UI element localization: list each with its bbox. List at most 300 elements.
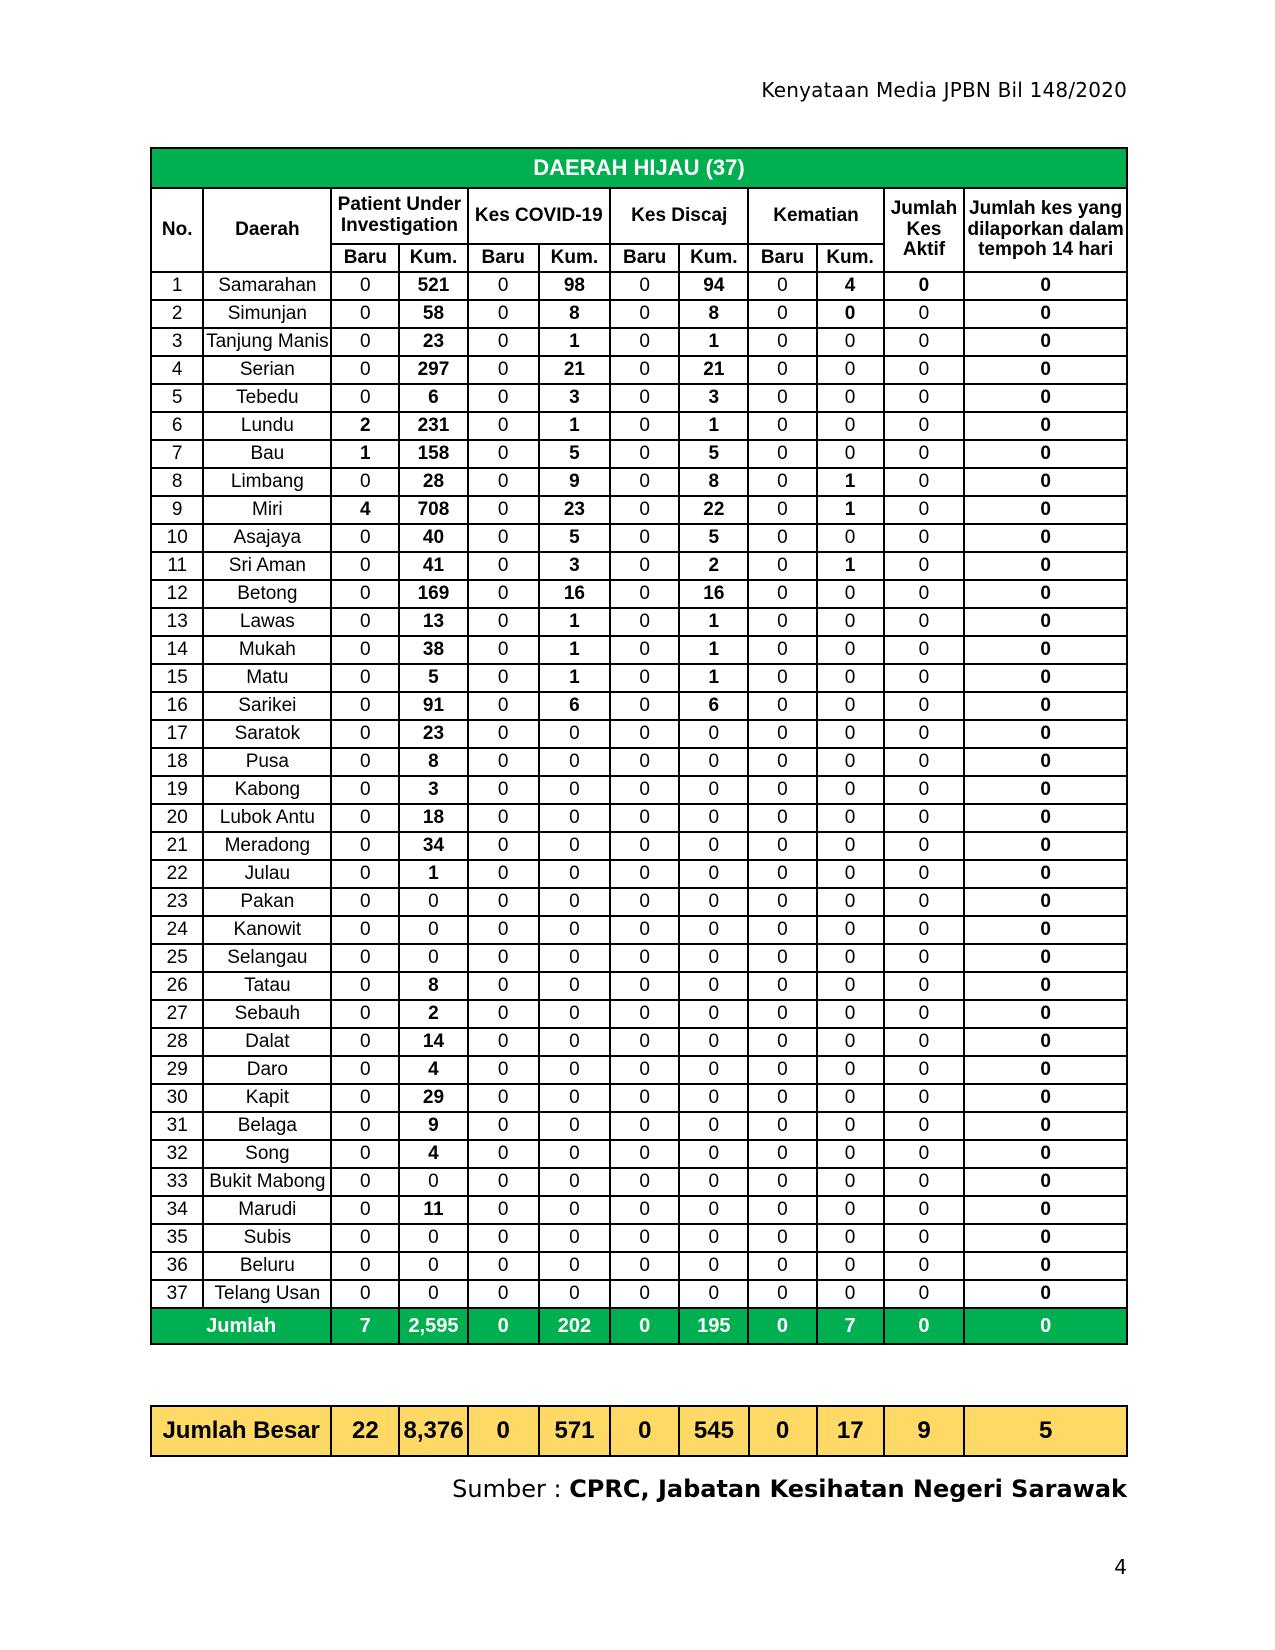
table-cell: 0 — [748, 776, 816, 804]
table-cell: 0 — [964, 272, 1127, 300]
table-cell: 708 — [399, 496, 467, 524]
table-cell: 0 — [610, 1224, 679, 1252]
table-cell: 40 — [399, 524, 467, 552]
table-cell: 0 — [817, 1084, 884, 1112]
table-cell: 0 — [679, 972, 748, 1000]
table-cell: 23 — [399, 720, 467, 748]
table-cell: 0 — [331, 1140, 399, 1168]
table-cell: 0 — [468, 1140, 539, 1168]
table-cell: 6 — [539, 692, 610, 720]
table-cell: 0 — [817, 1056, 884, 1084]
table-cell: 0 — [884, 552, 965, 580]
table-cell: 8 — [679, 468, 748, 496]
table-row — [151, 1028, 1127, 1056]
grand-total-cell: 22 — [331, 1406, 399, 1456]
table-cell: 0 — [610, 440, 679, 468]
table-cell: 1 — [679, 608, 748, 636]
table-cell: 3 — [679, 384, 748, 412]
table-cell: 0 — [331, 636, 399, 664]
table-cell: 0 — [748, 412, 816, 440]
table-cell: 0 — [468, 272, 539, 300]
table-row — [151, 1224, 1127, 1252]
table-cell: 0 — [468, 1112, 539, 1140]
row-number: 32 — [151, 1140, 203, 1168]
table-cell: 8 — [399, 972, 467, 1000]
table-row — [151, 916, 1127, 944]
table-cell: 0 — [964, 580, 1127, 608]
table-cell: 0 — [468, 1252, 539, 1280]
table-cell: 0 — [610, 664, 679, 692]
table-cell: 0 — [679, 1112, 748, 1140]
table-row — [151, 356, 1127, 384]
table-row — [151, 608, 1127, 636]
table-cell: 169 — [399, 580, 467, 608]
table-cell: 0 — [884, 1196, 965, 1224]
table-cell: 0 — [964, 1028, 1127, 1056]
grand-total-cell: 8,376 — [399, 1406, 467, 1456]
table-cell: 0 — [964, 552, 1127, 580]
table-row — [151, 888, 1127, 916]
table-cell: 0 — [748, 1224, 816, 1252]
table-cell: 1 — [399, 860, 467, 888]
row-number: 11 — [151, 552, 203, 580]
total-cell: 195 — [679, 1308, 748, 1344]
table-row — [151, 944, 1127, 972]
table-cell: 34 — [399, 832, 467, 860]
table-cell: 0 — [817, 1280, 884, 1308]
table-cell: 0 — [748, 636, 816, 664]
header-kum: Kum. — [817, 244, 884, 272]
table-cell: 1 — [539, 608, 610, 636]
district-name: Bukit Mabong — [203, 1168, 331, 1196]
table-row — [151, 1056, 1127, 1084]
district-name: Betong — [203, 580, 331, 608]
district-name: Tebedu — [203, 384, 331, 412]
table-row — [151, 1280, 1127, 1308]
table-row — [151, 636, 1127, 664]
table-cell: 0 — [610, 832, 679, 860]
table-cell: 0 — [964, 972, 1127, 1000]
table-cell: 0 — [964, 748, 1127, 776]
table-row — [151, 580, 1127, 608]
row-number: 33 — [151, 1168, 203, 1196]
table-cell: 0 — [331, 272, 399, 300]
table-cell: 0 — [679, 1224, 748, 1252]
table-row — [151, 524, 1127, 552]
table-cell: 0 — [817, 720, 884, 748]
table-cell: 8 — [399, 748, 467, 776]
table-cell: 0 — [748, 972, 816, 1000]
row-number: 26 — [151, 972, 203, 1000]
table-title: DAERAH HIJAU (37) — [151, 148, 1127, 188]
table-cell: 21 — [539, 356, 610, 384]
total-cell: 0 — [748, 1308, 816, 1344]
table-cell: 0 — [748, 272, 816, 300]
table-cell: 0 — [964, 1056, 1127, 1084]
table-cell: 91 — [399, 692, 467, 720]
table-cell: 0 — [331, 1112, 399, 1140]
district-name: Dalat — [203, 1028, 331, 1056]
grand-total-cell: 0 — [468, 1406, 539, 1456]
table-cell: 0 — [610, 860, 679, 888]
table-cell: 0 — [748, 1028, 816, 1056]
table-cell: 0 — [748, 720, 816, 748]
table-cell: 0 — [964, 664, 1127, 692]
grand-total-table — [150, 1405, 1128, 1457]
table-cell: 2 — [331, 412, 399, 440]
table-cell: 0 — [539, 1196, 610, 1224]
table-row — [151, 300, 1127, 328]
table-cell: 0 — [817, 356, 884, 384]
table-cell: 0 — [748, 1280, 816, 1308]
table-cell: 0 — [748, 1112, 816, 1140]
table-cell: 0 — [817, 412, 884, 440]
header-kematian: Kematian — [748, 188, 883, 244]
district-name: Limbang — [203, 468, 331, 496]
district-name: Bau — [203, 440, 331, 468]
row-number: 28 — [151, 1028, 203, 1056]
row-number: 9 — [151, 496, 203, 524]
table-cell: 0 — [817, 804, 884, 832]
table-cell: 0 — [679, 832, 748, 860]
row-number: 17 — [151, 720, 203, 748]
table-cell: 0 — [539, 1224, 610, 1252]
table-cell: 0 — [817, 664, 884, 692]
table-cell: 0 — [748, 1140, 816, 1168]
table-cell: 0 — [884, 328, 965, 356]
table-cell: 0 — [748, 1084, 816, 1112]
district-name: Selangau — [203, 944, 331, 972]
table-cell: 0 — [964, 300, 1127, 328]
table-cell: 14 — [399, 1028, 467, 1056]
table-cell: 0 — [331, 356, 399, 384]
table-cell: 1 — [817, 468, 884, 496]
table-cell: 0 — [748, 1056, 816, 1084]
table-cell: 0 — [331, 972, 399, 1000]
table-cell: 0 — [468, 832, 539, 860]
table-cell: 0 — [610, 720, 679, 748]
table-cell: 0 — [884, 440, 965, 468]
row-number: 3 — [151, 328, 203, 356]
table-cell: 0 — [468, 664, 539, 692]
grand-total-cell: 9 — [884, 1406, 965, 1456]
table-cell: 9 — [399, 1112, 467, 1140]
table-row — [151, 272, 1127, 300]
table-cell: 0 — [964, 496, 1127, 524]
table-cell: 13 — [399, 608, 467, 636]
district-name: Song — [203, 1140, 331, 1168]
table-cell: 0 — [748, 552, 816, 580]
district-name: Kanowit — [203, 916, 331, 944]
table-cell: 0 — [884, 888, 965, 916]
table-cell: 0 — [884, 412, 965, 440]
table-row — [151, 1112, 1127, 1140]
table-cell: 1 — [539, 664, 610, 692]
district-name: Julau — [203, 860, 331, 888]
district-name: Matu — [203, 664, 331, 692]
table-cell: 0 — [610, 524, 679, 552]
table-cell: 0 — [748, 468, 816, 496]
row-number: 23 — [151, 888, 203, 916]
table-cell: 0 — [679, 888, 748, 916]
row-number: 4 — [151, 356, 203, 384]
row-number: 7 — [151, 440, 203, 468]
table-cell: 0 — [884, 1000, 965, 1028]
table-cell: 4 — [399, 1056, 467, 1084]
table-cell: 0 — [884, 272, 965, 300]
table-cell: 1 — [679, 328, 748, 356]
row-number: 29 — [151, 1056, 203, 1084]
table-cell: 2 — [679, 552, 748, 580]
table-cell: 0 — [679, 860, 748, 888]
table-cell: 0 — [884, 860, 965, 888]
district-name: Subis — [203, 1224, 331, 1252]
table-cell: 0 — [817, 860, 884, 888]
table-row — [151, 972, 1127, 1000]
table-cell: 0 — [679, 804, 748, 832]
table-cell: 1 — [817, 496, 884, 524]
table-cell: 0 — [468, 552, 539, 580]
table-cell: 0 — [468, 1084, 539, 1112]
table-cell: 0 — [468, 608, 539, 636]
table-cell: 0 — [964, 1112, 1127, 1140]
table-cell: 0 — [610, 552, 679, 580]
table-cell: 6 — [679, 692, 748, 720]
table-cell: 0 — [331, 608, 399, 636]
row-number: 30 — [151, 1084, 203, 1112]
table-cell: 0 — [964, 356, 1127, 384]
table-cell: 0 — [748, 860, 816, 888]
table-row — [151, 776, 1127, 804]
table-cell: 0 — [964, 1196, 1127, 1224]
table-cell: 0 — [331, 384, 399, 412]
row-number: 22 — [151, 860, 203, 888]
table-cell: 0 — [748, 664, 816, 692]
total-cell: 7 — [331, 1308, 399, 1344]
row-number: 21 — [151, 832, 203, 860]
table-cell: 0 — [468, 1168, 539, 1196]
table-cell: 0 — [468, 356, 539, 384]
table-cell: 0 — [468, 1196, 539, 1224]
table-cell: 0 — [331, 1280, 399, 1308]
table-cell: 0 — [964, 832, 1127, 860]
table-cell: 0 — [964, 468, 1127, 496]
table-cell: 0 — [399, 916, 467, 944]
table-cell: 0 — [468, 1056, 539, 1084]
table-cell: 0 — [748, 440, 816, 468]
district-name: Tanjung Manis — [203, 328, 331, 356]
table-cell: 0 — [748, 328, 816, 356]
table-cell: 0 — [610, 1252, 679, 1280]
header-baru: Baru — [331, 244, 399, 272]
table-cell: 0 — [817, 1112, 884, 1140]
table-cell: 0 — [748, 692, 816, 720]
table-cell: 38 — [399, 636, 467, 664]
table-cell: 0 — [399, 1224, 467, 1252]
table-cell: 0 — [964, 720, 1127, 748]
table-cell: 0 — [331, 692, 399, 720]
source-text: CPRC, Jabatan Kesihatan Negeri Sarawak — [569, 1475, 1127, 1503]
table-cell: 0 — [817, 1168, 884, 1196]
table-cell: 0 — [884, 664, 965, 692]
grand-total-label: Jumlah Besar — [151, 1406, 331, 1456]
table-cell: 0 — [539, 748, 610, 776]
table-cell: 0 — [468, 888, 539, 916]
table-cell: 21 — [679, 356, 748, 384]
table-cell: 1 — [679, 636, 748, 664]
table-cell: 4 — [399, 1140, 467, 1168]
table-row — [151, 748, 1127, 776]
row-number: 5 — [151, 384, 203, 412]
table-cell: 0 — [964, 860, 1127, 888]
table-row — [151, 1252, 1127, 1280]
table-cell: 0 — [331, 300, 399, 328]
table-cell: 0 — [331, 888, 399, 916]
table-cell: 0 — [748, 580, 816, 608]
district-name: Meradong — [203, 832, 331, 860]
table-cell: 0 — [964, 1224, 1127, 1252]
table-cell: 0 — [884, 608, 965, 636]
table-cell: 0 — [817, 1140, 884, 1168]
table-cell: 1 — [817, 552, 884, 580]
table-cell: 0 — [679, 1084, 748, 1112]
table-row — [151, 692, 1127, 720]
total-cell: 7 — [817, 1308, 884, 1344]
table-cell: 0 — [679, 1056, 748, 1084]
table-cell: 0 — [610, 356, 679, 384]
row-number: 35 — [151, 1224, 203, 1252]
table-cell: 11 — [399, 1196, 467, 1224]
table-cell: 0 — [539, 804, 610, 832]
table-cell: 0 — [331, 860, 399, 888]
table-cell: 0 — [468, 1000, 539, 1028]
table-cell: 0 — [539, 888, 610, 916]
table-cell: 1 — [539, 412, 610, 440]
table-cell: 0 — [817, 692, 884, 720]
district-name: Telang Usan — [203, 1280, 331, 1308]
table-body — [151, 272, 1127, 1308]
table-cell: 2 — [399, 1000, 467, 1028]
header-baru: Baru — [610, 244, 679, 272]
table-cell: 0 — [817, 608, 884, 636]
table-row — [151, 440, 1127, 468]
table-cell: 0 — [468, 776, 539, 804]
table-cell: 0 — [331, 832, 399, 860]
table-cell: 0 — [884, 1028, 965, 1056]
grand-total-cell: 571 — [539, 1406, 610, 1456]
table-cell: 0 — [331, 1196, 399, 1224]
table-cell: 0 — [610, 608, 679, 636]
table-cell: 158 — [399, 440, 467, 468]
row-number: 31 — [151, 1112, 203, 1140]
table-cell: 0 — [679, 748, 748, 776]
table-cell: 0 — [817, 328, 884, 356]
table-cell: 0 — [468, 804, 539, 832]
page-number: 4 — [1114, 1555, 1127, 1579]
table-cell: 0 — [610, 692, 679, 720]
table-cell: 0 — [610, 1168, 679, 1196]
table-cell: 0 — [610, 496, 679, 524]
table-cell: 0 — [679, 916, 748, 944]
total-label: Jumlah — [151, 1308, 331, 1344]
row-number: 13 — [151, 608, 203, 636]
table-cell: 0 — [539, 832, 610, 860]
table-cell: 0 — [539, 1112, 610, 1140]
table-cell: 0 — [964, 608, 1127, 636]
table-cell: 0 — [539, 1000, 610, 1028]
table-cell: 0 — [331, 748, 399, 776]
header-baru: Baru — [748, 244, 816, 272]
table-cell: 0 — [964, 636, 1127, 664]
row-number: 2 — [151, 300, 203, 328]
table-cell: 0 — [884, 748, 965, 776]
row-number: 16 — [151, 692, 203, 720]
district-name: Sebauh — [203, 1000, 331, 1028]
table-cell: 16 — [679, 580, 748, 608]
row-number: 12 — [151, 580, 203, 608]
header-pui: Patient Under Investigation — [331, 188, 467, 244]
table-cell: 0 — [468, 1224, 539, 1252]
table-cell: 5 — [399, 664, 467, 692]
table-cell: 0 — [748, 300, 816, 328]
district-name: Kabong — [203, 776, 331, 804]
total-row — [151, 1308, 1127, 1344]
table-cell: 0 — [884, 580, 965, 608]
table-row — [151, 664, 1127, 692]
table-cell: 0 — [817, 524, 884, 552]
table-cell: 98 — [539, 272, 610, 300]
grand-total-cell: 5 — [964, 1406, 1127, 1456]
table-cell: 0 — [679, 1168, 748, 1196]
table-cell: 0 — [610, 1140, 679, 1168]
table-cell: 0 — [610, 580, 679, 608]
table-cell: 0 — [468, 636, 539, 664]
row-number: 24 — [151, 916, 203, 944]
table-cell: 0 — [468, 1028, 539, 1056]
header-kes-discaj: Kes Discaj — [610, 188, 748, 244]
table-cell: 0 — [748, 1196, 816, 1224]
table-cell: 18 — [399, 804, 467, 832]
statement-reference: Kenyataan Media JPBN Bil 148/2020 — [761, 78, 1127, 102]
header-kum: Kum. — [399, 244, 467, 272]
table-cell: 0 — [468, 860, 539, 888]
row-number: 1 — [151, 272, 203, 300]
table-cell: 0 — [817, 1252, 884, 1280]
district-name: Pakan — [203, 888, 331, 916]
source-prefix: Sumber : — [452, 1475, 570, 1503]
table-cell: 0 — [331, 720, 399, 748]
table-cell: 0 — [964, 1168, 1127, 1196]
table-cell: 0 — [331, 776, 399, 804]
table-cell: 0 — [679, 1000, 748, 1028]
row-number: 18 — [151, 748, 203, 776]
table-row — [151, 1140, 1127, 1168]
table-cell: 0 — [468, 748, 539, 776]
table-cell: 0 — [679, 1252, 748, 1280]
table-cell: 0 — [539, 1168, 610, 1196]
table-cell: 3 — [539, 384, 610, 412]
table-cell: 0 — [610, 412, 679, 440]
table-cell: 0 — [679, 1280, 748, 1308]
grand-total-row — [151, 1406, 1127, 1456]
table-row — [151, 1168, 1127, 1196]
table-cell: 0 — [817, 300, 884, 328]
table-cell: 5 — [679, 440, 748, 468]
table-cell: 1 — [539, 328, 610, 356]
table-cell: 0 — [817, 1196, 884, 1224]
table-cell: 0 — [331, 552, 399, 580]
table-cell: 0 — [610, 944, 679, 972]
